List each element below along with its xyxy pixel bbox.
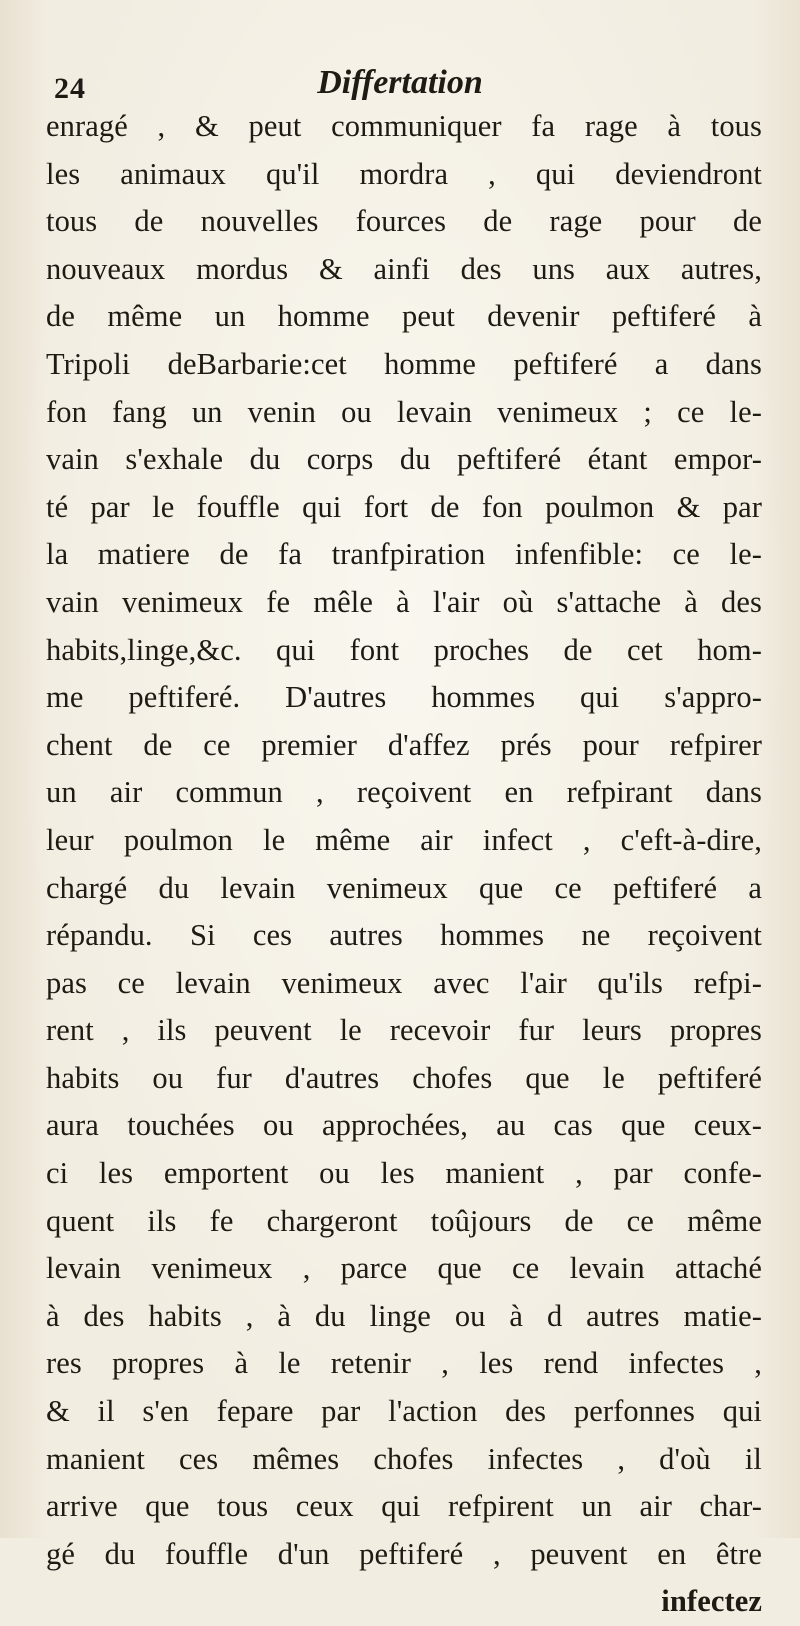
text-line: quent ils fe chargeront toûjours de ce même (46, 1203, 762, 1238)
text-line: Tripoli deBarbarie:cet homme peftiferé a dans (46, 346, 762, 381)
page-number: 24 (54, 72, 86, 105)
text-line: habits ou fur d'autres chofes que le peftiferé (46, 1060, 762, 1095)
text-line: res propres à le retenir , les rend infectes , (46, 1346, 762, 1381)
catchword: infectez (661, 1584, 762, 1619)
text-line: enragé , & peut communiquer fa rage à tous (46, 109, 762, 143)
text-line: té par le fouffle qui fort de fon poulmon & par (46, 489, 762, 524)
text-line: habits,linge,&c. qui font proches de cet hom- (46, 632, 762, 667)
running-head (38, 62, 762, 105)
text-line: à des habits , à du linge ou à d autres matie- (46, 1298, 762, 1333)
text-line: la matiere de fa tranfpiration infenfible: ce le- (46, 537, 762, 572)
text-line: chargé du levain venimeux que ce peftiferé a (46, 870, 762, 905)
text-line: rent , ils peuvent le recevoir fur leurs propres (46, 1013, 762, 1048)
text-line: fon fang un venin ou levain venimeux ; ce le- (46, 394, 762, 429)
text-line: vain s'exhale du corps du peftiferé étant empor- (46, 442, 762, 477)
text-line: levain venimeux , parce que ce levain attaché (46, 1251, 762, 1286)
text-line: arrive que tous ceux qui refpirent un air char- (46, 1489, 762, 1524)
text-line: un air commun , reçoivent en refpirant dans (46, 775, 762, 810)
body-text (46, 103, 762, 1626)
text-line: ci les emportent ou les manient , par confe- (46, 1156, 762, 1191)
text-line: de même un homme peut devenir peftiferé à (46, 299, 762, 334)
text-line: répandu. Si ces autres hommes ne reçoivent (46, 918, 762, 953)
text-line: pas ce levain venimeux avec l'air qu'ils refpi- (46, 965, 762, 1000)
text-line: nouveaux mordus & ainfi des uns aux autres, (46, 251, 762, 286)
text-line: & il s'en fepare par l'action des perfonnes qui (46, 1394, 762, 1429)
text-line: vain venimeux fe mêle à l'air où s'attache à des (46, 584, 762, 619)
text-line: leur poulmon le même air infect , c'eft-à-dire, (46, 822, 762, 857)
text-line: manient ces mêmes chofes infectes , d'où il (46, 1441, 762, 1476)
text-line: tous de nouvelles fources de rage pour de (46, 204, 762, 239)
text-line: me peftiferé. D'autres hommes qui s'appro- (46, 680, 762, 715)
running-title: Differtation (317, 64, 483, 101)
text-line: aura touchées ou approchées, au cas que ceux- (46, 1108, 762, 1143)
text-line: les animaux qu'il mordra , qui deviendront (46, 156, 762, 191)
text-line: gé du fouffle d'un peftiferé , peuvent en être (46, 1536, 762, 1571)
text-line: chent de ce premier d'affez prés pour refpirer (46, 727, 762, 762)
